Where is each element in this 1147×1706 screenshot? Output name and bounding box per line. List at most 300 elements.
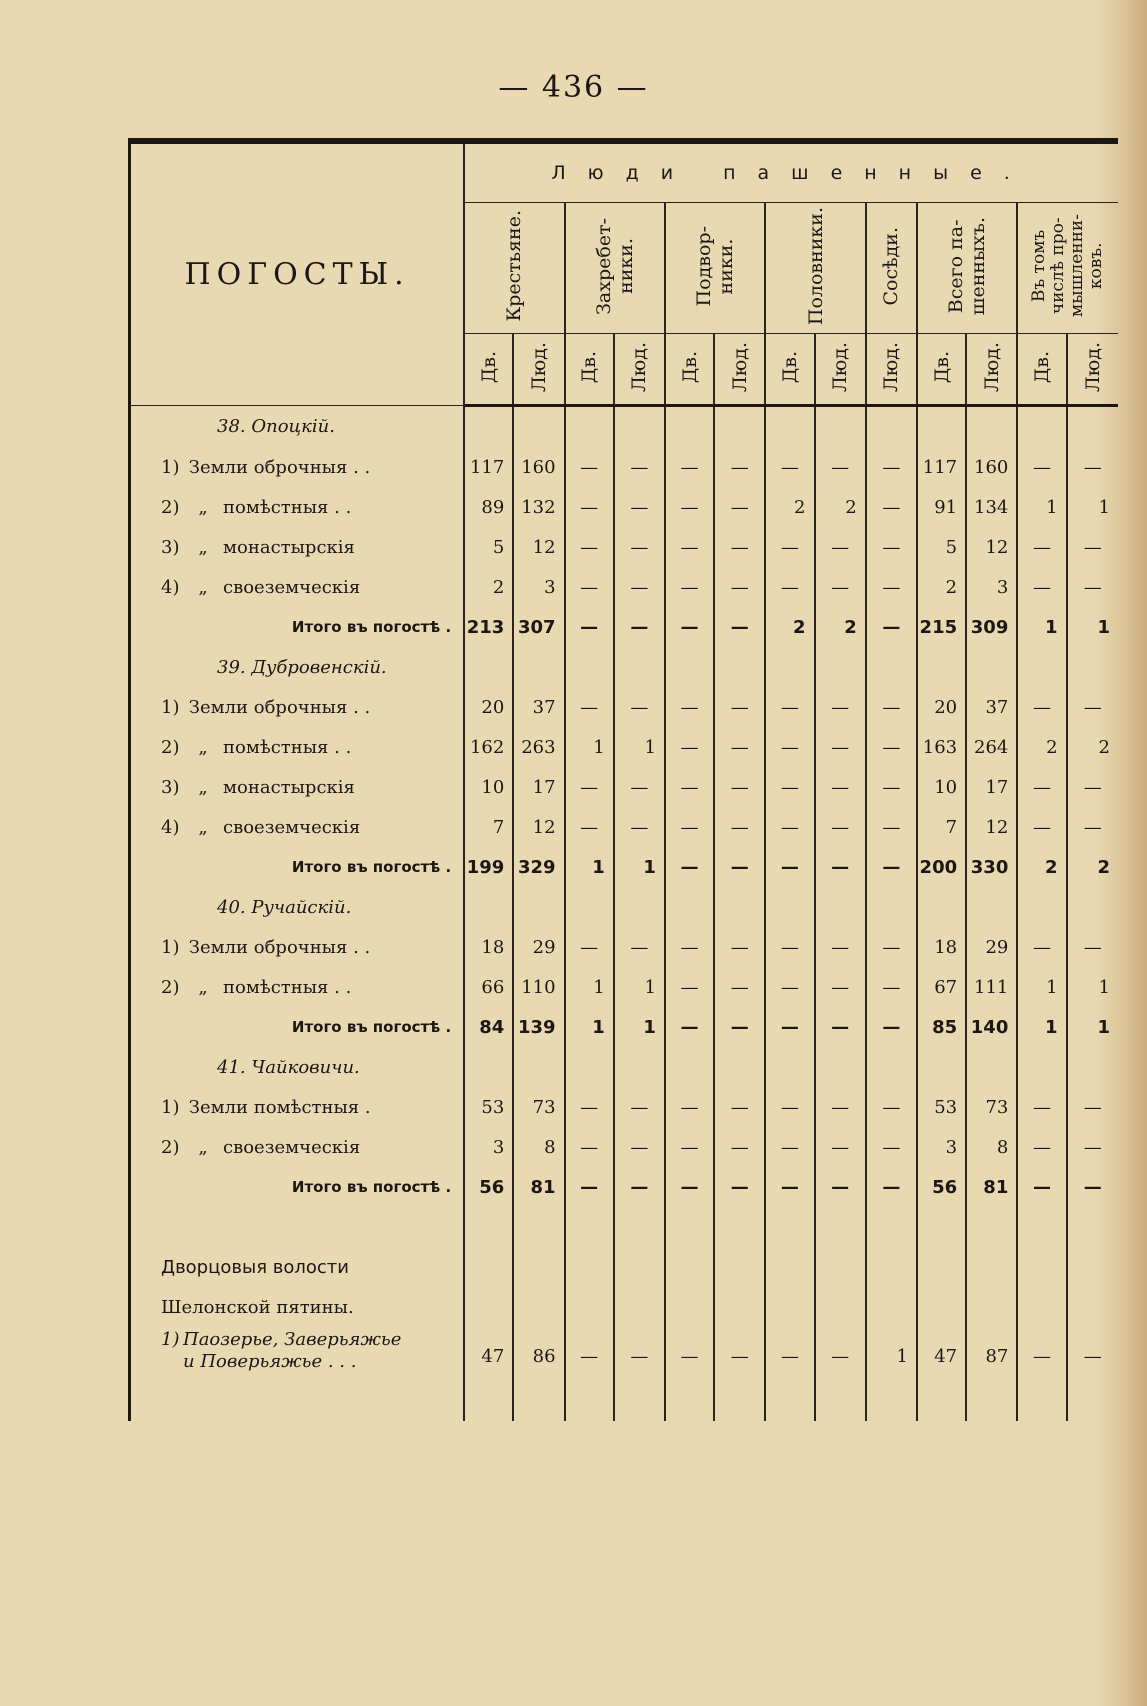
section-header-row	[130, 647, 1119, 687]
row-label-text: монастырскія	[223, 536, 355, 558]
row-index: 3)	[161, 536, 180, 558]
table-cell-empty	[815, 406, 866, 448]
table-cell: —	[1017, 1327, 1066, 1375]
table-cell: —	[665, 1127, 714, 1167]
table-cell: 73	[966, 1087, 1017, 1127]
row-label	[130, 447, 465, 487]
pogosty-header: ПОГОСТЫ.	[130, 141, 465, 406]
section-title: 39. Дубровенскій.	[130, 647, 465, 687]
table-cell: —	[815, 727, 866, 767]
table-cell-empty	[714, 406, 765, 448]
row-index: 2)	[161, 736, 180, 758]
table-cell: 12	[513, 527, 564, 567]
table-cell: —	[765, 687, 814, 727]
table-cell: 2	[815, 607, 866, 647]
table-cell-empty	[464, 406, 513, 448]
table-cell-empty	[513, 647, 564, 687]
table-cell: —	[1017, 687, 1066, 727]
page-number: — 436 —	[498, 70, 649, 105]
table-cell-empty	[565, 1207, 614, 1247]
table-cell-empty	[665, 406, 714, 448]
table-cell: —	[1067, 1087, 1118, 1127]
dvortsovye-heading: Дворцовыя волости	[130, 1247, 465, 1287]
table-cell: —	[815, 687, 866, 727]
table-cell-empty	[917, 1375, 966, 1421]
table-cell-empty	[866, 406, 917, 448]
table-cell: 1	[565, 727, 614, 767]
table-cell-empty	[1017, 1287, 1066, 1327]
table-cell: —	[714, 687, 765, 727]
table-cell: —	[866, 847, 917, 887]
table-cell-empty	[765, 406, 814, 448]
table-cell: 199	[464, 847, 513, 887]
table-row	[130, 527, 1119, 567]
table-cell: 91	[917, 487, 966, 527]
column-subtitle-text: Люд.	[628, 341, 651, 393]
table-cell: —	[714, 1327, 765, 1375]
table-cell: 139	[513, 1007, 564, 1047]
table-cell: —	[1067, 1327, 1118, 1375]
table-cell: —	[565, 487, 614, 527]
table-cell: —	[714, 447, 765, 487]
row-label-text: Паозерье, Заверьяжье	[183, 1329, 402, 1350]
table-cell: 1	[1017, 1007, 1066, 1047]
row-label-text: своеземческія	[223, 576, 361, 598]
table-cell: —	[866, 1167, 917, 1207]
table-cell: —	[665, 767, 714, 807]
table-cell: —	[714, 1167, 765, 1207]
row-label	[130, 727, 465, 767]
table-cell-empty	[815, 647, 866, 687]
row-index: 3)	[161, 776, 180, 798]
table-cell: —	[1017, 767, 1066, 807]
table-cell: —	[866, 567, 917, 607]
table-cell: 215	[917, 607, 966, 647]
table-cell: —	[714, 727, 765, 767]
table-cell-empty	[1067, 1047, 1118, 1087]
table-cell: —	[765, 447, 814, 487]
table-cell-empty	[565, 406, 614, 448]
table-cell: 2	[1017, 727, 1066, 767]
table-cell: 67	[917, 967, 966, 1007]
column-subtitle-text: Люд.	[527, 341, 550, 393]
table-row	[130, 967, 1119, 1007]
table-cell: —	[665, 567, 714, 607]
column-title	[565, 203, 665, 334]
table-cell: —	[866, 967, 917, 1007]
table-cell-empty	[1017, 1375, 1066, 1421]
table-cell: —	[1017, 527, 1066, 567]
table-cell: 3	[464, 1127, 513, 1167]
table-cell: —	[815, 1167, 866, 1207]
table-cell-empty	[565, 1287, 614, 1327]
table-cell-empty	[966, 1207, 1017, 1247]
row-index: 1)	[161, 696, 180, 718]
table-cell: 117	[464, 447, 513, 487]
table-cell: 17	[513, 767, 564, 807]
total-label: Итого въ погостѣ .	[130, 1007, 465, 1047]
table-cell: —	[614, 1127, 665, 1167]
table-cell: 134	[966, 487, 1017, 527]
table-cell: —	[714, 1087, 765, 1127]
table-cell: —	[714, 807, 765, 847]
ditto-mark: „	[198, 816, 208, 838]
table-cell-empty	[565, 1047, 614, 1087]
table-cell-empty	[714, 887, 765, 927]
table-cell-empty	[665, 887, 714, 927]
table-cell: —	[765, 1327, 814, 1375]
table-cell: 47	[464, 1327, 513, 1375]
table-cell: 8	[513, 1127, 564, 1167]
row-label	[130, 807, 465, 847]
table-cell: 1	[1067, 1007, 1118, 1047]
column-subtitle	[714, 334, 765, 406]
table-cell: —	[815, 1127, 866, 1167]
table-cell-empty	[665, 1247, 714, 1287]
table-cell-empty	[464, 647, 513, 687]
table-cell-empty	[1017, 1207, 1066, 1247]
table-cell: 86	[513, 1327, 564, 1375]
table-cell: —	[565, 1087, 614, 1127]
table-cell: 307	[513, 607, 564, 647]
table-cell: —	[866, 607, 917, 647]
table-cell: 29	[966, 927, 1017, 967]
table-cell: —	[866, 487, 917, 527]
table-cell-empty	[464, 1375, 513, 1421]
table-row	[130, 807, 1119, 847]
table-cell: —	[765, 567, 814, 607]
table-cell: 87	[966, 1327, 1017, 1375]
table-cell: —	[1017, 807, 1066, 847]
dvortsovye-heading-row	[130, 1247, 1119, 1287]
table-cell: —	[614, 927, 665, 967]
table-cell: —	[815, 1087, 866, 1127]
table-cell-empty	[513, 1375, 564, 1421]
row-label	[130, 1127, 465, 1167]
table-cell: 2	[815, 487, 866, 527]
column-subtitle-text: Люд.	[829, 341, 852, 393]
table-cell: 56	[464, 1167, 513, 1207]
table-cell-empty	[1017, 887, 1066, 927]
table-cell: —	[665, 1007, 714, 1047]
group-title: Люди пашенные.	[464, 141, 1118, 203]
table-row	[130, 927, 1119, 967]
table-cell: —	[565, 807, 614, 847]
column-subtitle	[917, 334, 966, 406]
table-cell: —	[1067, 447, 1118, 487]
table-cell: —	[765, 1007, 814, 1047]
table-cell: 1	[565, 967, 614, 1007]
table-cell-empty	[917, 1247, 966, 1287]
row-index: 2)	[161, 976, 180, 998]
table-cell: —	[614, 447, 665, 487]
table-cell: 1	[1067, 967, 1118, 1007]
column-subtitle	[565, 334, 614, 406]
column-subtitle	[513, 334, 564, 406]
table-cell: 160	[966, 447, 1017, 487]
table-cell-empty	[714, 647, 765, 687]
table-cell: —	[1067, 567, 1118, 607]
column-subtitle	[765, 334, 814, 406]
table-cell: —	[665, 1327, 714, 1375]
table-cell: 73	[513, 1087, 564, 1127]
row-label-text: Земли оброчныя . .	[188, 696, 371, 718]
table-cell: 263	[513, 727, 564, 767]
table-cell: 17	[966, 767, 1017, 807]
table-cell: 1	[565, 1007, 614, 1047]
table-cell: —	[1017, 1087, 1066, 1127]
row-index: 2)	[161, 1136, 180, 1158]
table-header	[130, 141, 1119, 406]
table-cell: —	[565, 527, 614, 567]
table-cell-empty	[665, 1375, 714, 1421]
table-cell: —	[1017, 447, 1066, 487]
table-cell: —	[765, 527, 814, 567]
table-cell: —	[614, 1167, 665, 1207]
table-cell: 111	[966, 967, 1017, 1007]
column-title	[464, 203, 564, 334]
row-label-text: своеземческія	[223, 1136, 361, 1158]
table-cell: 20	[464, 687, 513, 727]
table-cell-empty	[513, 1207, 564, 1247]
table-cell: 18	[917, 927, 966, 967]
table-cell-empty	[765, 1247, 814, 1287]
table-cell: —	[565, 447, 614, 487]
table-cell-empty	[130, 1207, 465, 1247]
table-cell: 7	[917, 807, 966, 847]
row-index: 1)	[161, 1096, 180, 1118]
table-cell: —	[665, 1167, 714, 1207]
table-cell-empty	[614, 1047, 665, 1087]
column-subtitle	[614, 334, 665, 406]
table-cell-empty	[665, 1287, 714, 1327]
table-cell: —	[665, 927, 714, 967]
table-cell-empty	[565, 647, 614, 687]
table-cell: —	[765, 847, 814, 887]
table-cell: 1	[866, 1327, 917, 1375]
row-label-text: помѣстныя . .	[223, 736, 352, 758]
table-cell: 2	[765, 487, 814, 527]
table-cell: 162	[464, 727, 513, 767]
total-row	[130, 607, 1119, 647]
table-cell: —	[866, 1127, 917, 1167]
table-cell: —	[565, 927, 614, 967]
ditto-mark: „	[198, 976, 208, 998]
table-cell: —	[665, 687, 714, 727]
row-label	[130, 527, 465, 567]
table-cell: 110	[513, 967, 564, 1007]
table-row	[130, 487, 1119, 527]
table-cell: —	[665, 967, 714, 1007]
table-cell-empty	[966, 1047, 1017, 1087]
column-subtitle-text: Дв.	[778, 350, 801, 384]
table-cell-empty	[866, 1287, 917, 1327]
table-cell-empty	[966, 647, 1017, 687]
ditto-mark: „	[198, 536, 208, 558]
column-title	[866, 203, 917, 334]
row-label	[130, 687, 465, 727]
table-cell: —	[665, 727, 714, 767]
table-cell: 53	[464, 1087, 513, 1127]
table-cell: 330	[966, 847, 1017, 887]
row-label	[130, 1087, 465, 1127]
table-cell: 12	[966, 807, 1017, 847]
column-title	[1017, 203, 1118, 334]
table-cell: —	[565, 1127, 614, 1167]
table-cell: 53	[917, 1087, 966, 1127]
table-cell: —	[1017, 927, 1066, 967]
table-cell: 1	[614, 727, 665, 767]
column-subtitle-text: Люд.	[1081, 341, 1104, 393]
table-cell-empty	[1017, 1047, 1066, 1087]
table-cell-empty	[513, 1247, 564, 1287]
table-cell-empty	[917, 887, 966, 927]
section-header-row	[130, 1047, 1119, 1087]
table-cell: —	[866, 1007, 917, 1047]
column-subtitle-text: Дв.	[1030, 350, 1053, 384]
table-cell: 2	[765, 607, 814, 647]
table-cell: —	[714, 527, 765, 567]
column-title-text: Захребет- ники.	[592, 217, 637, 315]
table-cell: —	[614, 607, 665, 647]
table-cell: 2	[1017, 847, 1066, 887]
table-cell: 2	[464, 567, 513, 607]
table-cell: —	[765, 767, 814, 807]
table-cell: 200	[917, 847, 966, 887]
table-cell: 1	[1017, 967, 1066, 1007]
table-cell: —	[614, 767, 665, 807]
table-cell: —	[665, 447, 714, 487]
ditto-mark: „	[198, 1136, 208, 1158]
column-subtitle	[866, 334, 917, 406]
table-cell-empty	[1067, 1247, 1118, 1287]
table-cell-empty	[815, 1047, 866, 1087]
table-row	[130, 767, 1119, 807]
table-cell: —	[665, 607, 714, 647]
row-label-text: помѣстныя . .	[223, 976, 352, 998]
table-cell: —	[866, 807, 917, 847]
table-cell: —	[765, 1167, 814, 1207]
table-cell: 29	[513, 927, 564, 967]
table-cell: 18	[464, 927, 513, 967]
table-cell-empty	[1067, 647, 1118, 687]
table-row	[130, 1127, 1119, 1167]
dvortsovye-subheading-row	[130, 1287, 1119, 1327]
table-cell-empty	[866, 1047, 917, 1087]
table-cell: —	[714, 927, 765, 967]
dvortsovye-subheading: Шелонской пятины.	[130, 1287, 465, 1327]
table-cell-empty	[1067, 1375, 1118, 1421]
column-subtitle-text: Люд.	[980, 341, 1003, 393]
table-cell: —	[565, 1167, 614, 1207]
table-cell-empty	[714, 1247, 765, 1287]
column-subtitle	[464, 334, 513, 406]
section-header-row	[130, 406, 1119, 448]
table-cell-empty	[966, 1247, 1017, 1287]
column-subtitle-text: Дв.	[578, 350, 601, 384]
table-cell: —	[815, 1327, 866, 1375]
table-cell: 10	[917, 767, 966, 807]
column-title-text: Подвор- ники.	[693, 225, 738, 307]
table-cell: 89	[464, 487, 513, 527]
table-cell: —	[714, 1007, 765, 1047]
spacer-row	[130, 1375, 1119, 1421]
table-cell: —	[714, 607, 765, 647]
table-cell-empty	[815, 1375, 866, 1421]
row-index: 4)	[161, 816, 180, 838]
table-cell: —	[614, 487, 665, 527]
table-cell-empty	[1017, 647, 1066, 687]
table-row	[130, 727, 1119, 767]
table-cell-empty	[815, 1207, 866, 1247]
table-cell: 163	[917, 727, 966, 767]
table-cell: 3	[966, 567, 1017, 607]
table-cell: 47	[917, 1327, 966, 1375]
table-cell-empty	[917, 1047, 966, 1087]
table-cell: 2	[917, 567, 966, 607]
table-cell: —	[565, 567, 614, 607]
table-cell: 264	[966, 727, 1017, 767]
table-cell-empty	[614, 887, 665, 927]
table-cell-empty	[765, 1287, 814, 1327]
table-cell: —	[565, 767, 614, 807]
column-subtitle-text: Дв.	[930, 350, 953, 384]
table-cell-empty	[966, 406, 1017, 448]
table-cell: 2	[1067, 727, 1118, 767]
table-cell-empty	[1067, 1287, 1118, 1327]
table-cell: —	[614, 807, 665, 847]
table-cell: 85	[917, 1007, 966, 1047]
table-cell: 140	[966, 1007, 1017, 1047]
table-cell-empty	[815, 887, 866, 927]
table-cell: —	[866, 1087, 917, 1127]
table-cell-empty	[917, 1207, 966, 1247]
table-cell: —	[714, 567, 765, 607]
table-cell-empty	[714, 1287, 765, 1327]
table-cell: —	[665, 487, 714, 527]
table-cell-empty	[513, 406, 564, 448]
table-cell: —	[866, 727, 917, 767]
total-label: Итого въ погостѣ .	[130, 847, 465, 887]
table-row	[130, 1087, 1119, 1127]
spacer-row	[130, 1207, 1119, 1247]
table-cell: —	[815, 807, 866, 847]
table-cell: 117	[917, 447, 966, 487]
table-cell: —	[866, 767, 917, 807]
table-cell: —	[665, 847, 714, 887]
table-cell-empty	[765, 647, 814, 687]
table-cell: 1	[614, 847, 665, 887]
table-cell: —	[565, 687, 614, 727]
table-cell-empty	[1067, 406, 1118, 448]
table-cell: 1	[1067, 607, 1118, 647]
table-cell: 309	[966, 607, 1017, 647]
table-cell-empty	[714, 1047, 765, 1087]
table-cell: 160	[513, 447, 564, 487]
table-cell: 12	[513, 807, 564, 847]
table-cell: —	[1067, 767, 1118, 807]
table-cell: —	[614, 567, 665, 607]
section-title: 40. Ручайскій.	[130, 887, 465, 927]
table-cell: —	[1017, 567, 1066, 607]
table-row	[130, 1327, 1119, 1375]
table-cell: —	[1067, 527, 1118, 567]
row-index: 2)	[161, 496, 180, 518]
row-index: 1)	[161, 936, 180, 958]
table-cell: —	[1067, 807, 1118, 847]
table-cell: —	[866, 527, 917, 567]
row-label	[130, 487, 465, 527]
